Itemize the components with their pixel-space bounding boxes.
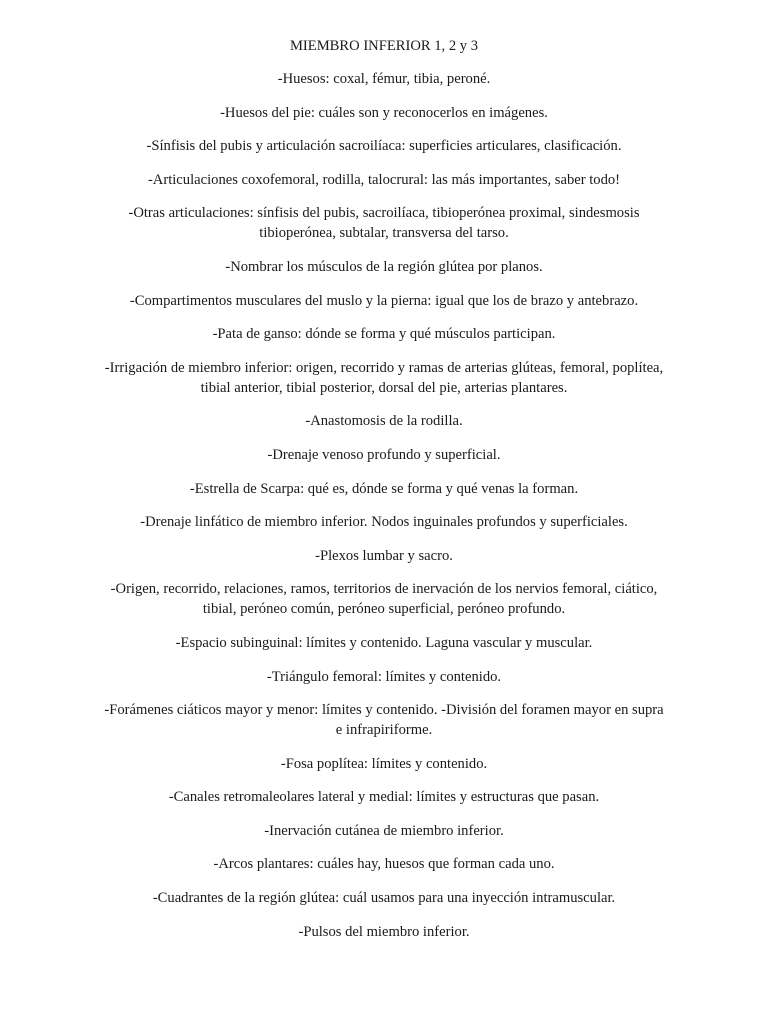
topic-item: -Anastomosis de la rodilla. bbox=[305, 413, 463, 430]
topic-item: -Sínfisis del pubis y articulación sacroilíaca: superficies articulares, clasificación. bbox=[146, 138, 622, 155]
topic-item: -Cuadrantes de la región glútea: cuál usamos para una inyección intramuscular. bbox=[152, 890, 616, 907]
topic-item: -Fosa poplítea: límites y contenido. bbox=[280, 755, 488, 772]
topic-item: -Arcos plantares: cuáles hay, huesos que forman cada uno. bbox=[213, 856, 555, 873]
topic-item: -Pulsos del miembro inferior. bbox=[298, 923, 470, 940]
topic-item: -Articulaciones coxofemoral, rodilla, talocrural: las más importantes, saber todo! bbox=[147, 171, 621, 188]
topic-item: -Pata de ganso: dónde se forma y qué músculos participan. bbox=[212, 326, 556, 343]
topic-list bbox=[104, 69, 664, 942]
topic-item: -Inervación cutánea de miembro inferior. bbox=[264, 822, 504, 839]
topic-item: -Canales retromaleolares lateral y medial: límites y estructuras que pasan. bbox=[168, 789, 600, 806]
topic-item: -Forámenes ciáticos mayor y menor: límites y contenido. -División del foramen mayor en supra e infrapiriforme. bbox=[104, 702, 664, 739]
topic-item: -Huesos: coxal, fémur, tibia, peroné. bbox=[277, 71, 491, 87]
topic-item: -Espacio subinguinal: límites y contenido. Laguna vascular y muscular. bbox=[175, 634, 593, 651]
topic-item: -Otras articulaciones: sínfisis del pubis, sacroilíaca, tibioperónea proximal, sindesmosis tibioperónea, subtalar, transversa del tarso. bbox=[128, 205, 640, 242]
topic-item: -Triángulo femoral: límites y contenido. bbox=[266, 668, 502, 685]
topic-item: -Estrella de Scarpa: qué es, dónde se forma y qué venas la forman. bbox=[189, 480, 579, 497]
topic-item: -Compartimentos musculares del muslo y la pierna: igual que los de brazo y antebrazo. bbox=[129, 292, 639, 309]
topic-item: -Plexos lumbar y sacro. bbox=[315, 547, 453, 564]
topic-item: -Irrigación de miembro inferior: origen, recorrido y ramas de arterias glúteas, femoral, poplítea, tibial anterior, tibial posterior, dorsal del pie, arterias plantares. bbox=[104, 359, 664, 396]
topic-item: -Drenaje linfático de miembro inferior. Nodos inguinales profundos y superficiales. bbox=[140, 514, 628, 531]
topic-item: -Nombrar los músculos de la región glútea por planos. bbox=[225, 258, 543, 275]
document-title: MIEMBRO INFERIOR 1, 2 y 3 bbox=[289, 38, 479, 54]
topic-item: -Drenaje venoso profundo y superficial. bbox=[267, 446, 501, 463]
topic-item: -Origen, recorrido, relaciones, ramos, territorios de inervación de los nervios femoral, ciático, tibial, peróneo común, peróneo superficial, peróneo profundo. bbox=[110, 581, 658, 618]
topic-item: -Huesos del pie: cuáles son y reconocerlos en imágenes. bbox=[220, 104, 548, 121]
